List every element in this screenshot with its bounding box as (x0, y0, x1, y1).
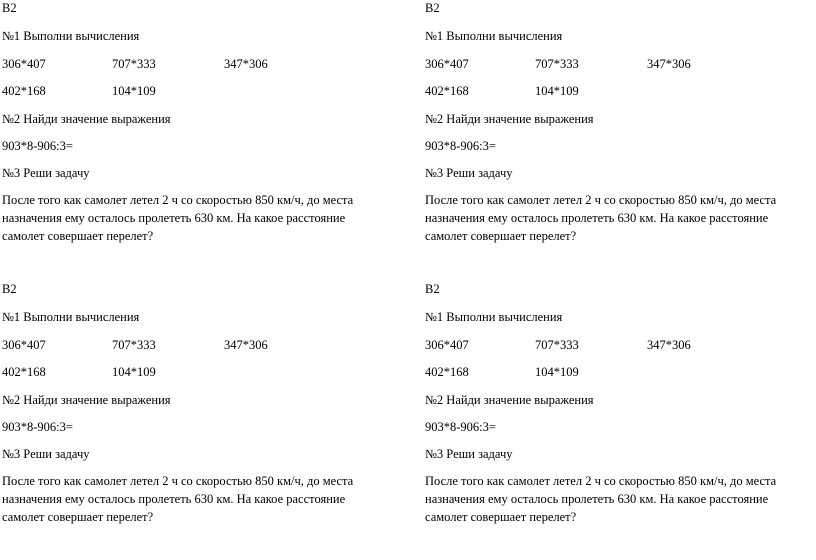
task-1-heading: №1 Выполни вычисления (2, 310, 140, 324)
computation-item: 104*109 (112, 365, 156, 379)
computation-item: 707*333 (535, 57, 579, 71)
computation-item: 347*306 (647, 57, 691, 71)
task-1-heading: №1 Выполни вычисления (2, 29, 140, 43)
computation-item: 306*407 (425, 338, 469, 352)
computation-item: 306*407 (2, 338, 46, 352)
task-3-heading: №3 Реши задачу (2, 166, 90, 180)
computation-item: 347*306 (647, 338, 691, 352)
computation-item: 402*168 (2, 365, 46, 379)
variant-label: В2 (425, 1, 440, 15)
worksheet-card-3 (2, 281, 398, 551)
task-3-heading: №3 Реши задачу (425, 166, 513, 180)
task-1-heading: №1 Выполни вычисления (425, 310, 563, 324)
computation-item: 402*168 (425, 365, 469, 379)
task-2-heading: №2 Найди значение выражения (425, 393, 594, 407)
computation-item: 104*109 (535, 84, 579, 98)
task-3-heading: №3 Реши задачу (2, 447, 90, 461)
computation-item: 104*109 (535, 365, 579, 379)
expression: 903*8-906:3= (2, 139, 73, 153)
task-2-heading: №2 Найди значение выражения (425, 112, 594, 126)
variant-label: В2 (2, 282, 17, 296)
task-1-heading: №1 Выполни вычисления (425, 29, 563, 43)
computation-item: 707*333 (535, 338, 579, 352)
computation-item: 347*306 (224, 338, 268, 352)
word-problem-text: После того как самолет летел 2 ч со скоростью 850 км/ч, до места назначения ему осталось пролететь 630 км. На какое расстояние самолет совершает перелет? (2, 474, 354, 524)
computation-item: 707*333 (112, 338, 156, 352)
computation-item: 402*168 (425, 84, 469, 98)
worksheet-card-1 (2, 0, 398, 270)
computation-item: 402*168 (2, 84, 46, 98)
word-problem-text: После того как самолет летел 2 ч со скоростью 850 км/ч, до места назначения ему осталось пролететь 630 км. На какое расстояние самолет совершает перелет? (425, 474, 777, 524)
expression: 903*8-906:3= (425, 139, 496, 153)
word-problem-text: После того как самолет летел 2 ч со скоростью 850 км/ч, до места назначения ему осталось пролететь 630 км. На какое расстояние самолет совершает перелет? (425, 193, 777, 243)
computation-item: 306*407 (425, 57, 469, 71)
expression: 903*8-906:3= (425, 420, 496, 434)
task-3-heading: №3 Реши задачу (425, 447, 513, 461)
task-2-heading: №2 Найди значение выражения (2, 393, 171, 407)
computation-item: 347*306 (224, 57, 268, 71)
worksheet-card-2 (425, 0, 816, 270)
variant-label: В2 (2, 1, 17, 15)
computation-item: 707*333 (112, 57, 156, 71)
computation-item: 306*407 (2, 57, 46, 71)
expression: 903*8-906:3= (2, 420, 73, 434)
task-2-heading: №2 Найди значение выражения (2, 112, 171, 126)
computation-item: 104*109 (112, 84, 156, 98)
worksheet-card-4 (425, 281, 816, 551)
word-problem-text: После того как самолет летел 2 ч со скоростью 850 км/ч, до места назначения ему осталось пролететь 630 км. На какое расстояние самолет совершает перелет? (2, 193, 354, 243)
variant-label: В2 (425, 282, 440, 296)
